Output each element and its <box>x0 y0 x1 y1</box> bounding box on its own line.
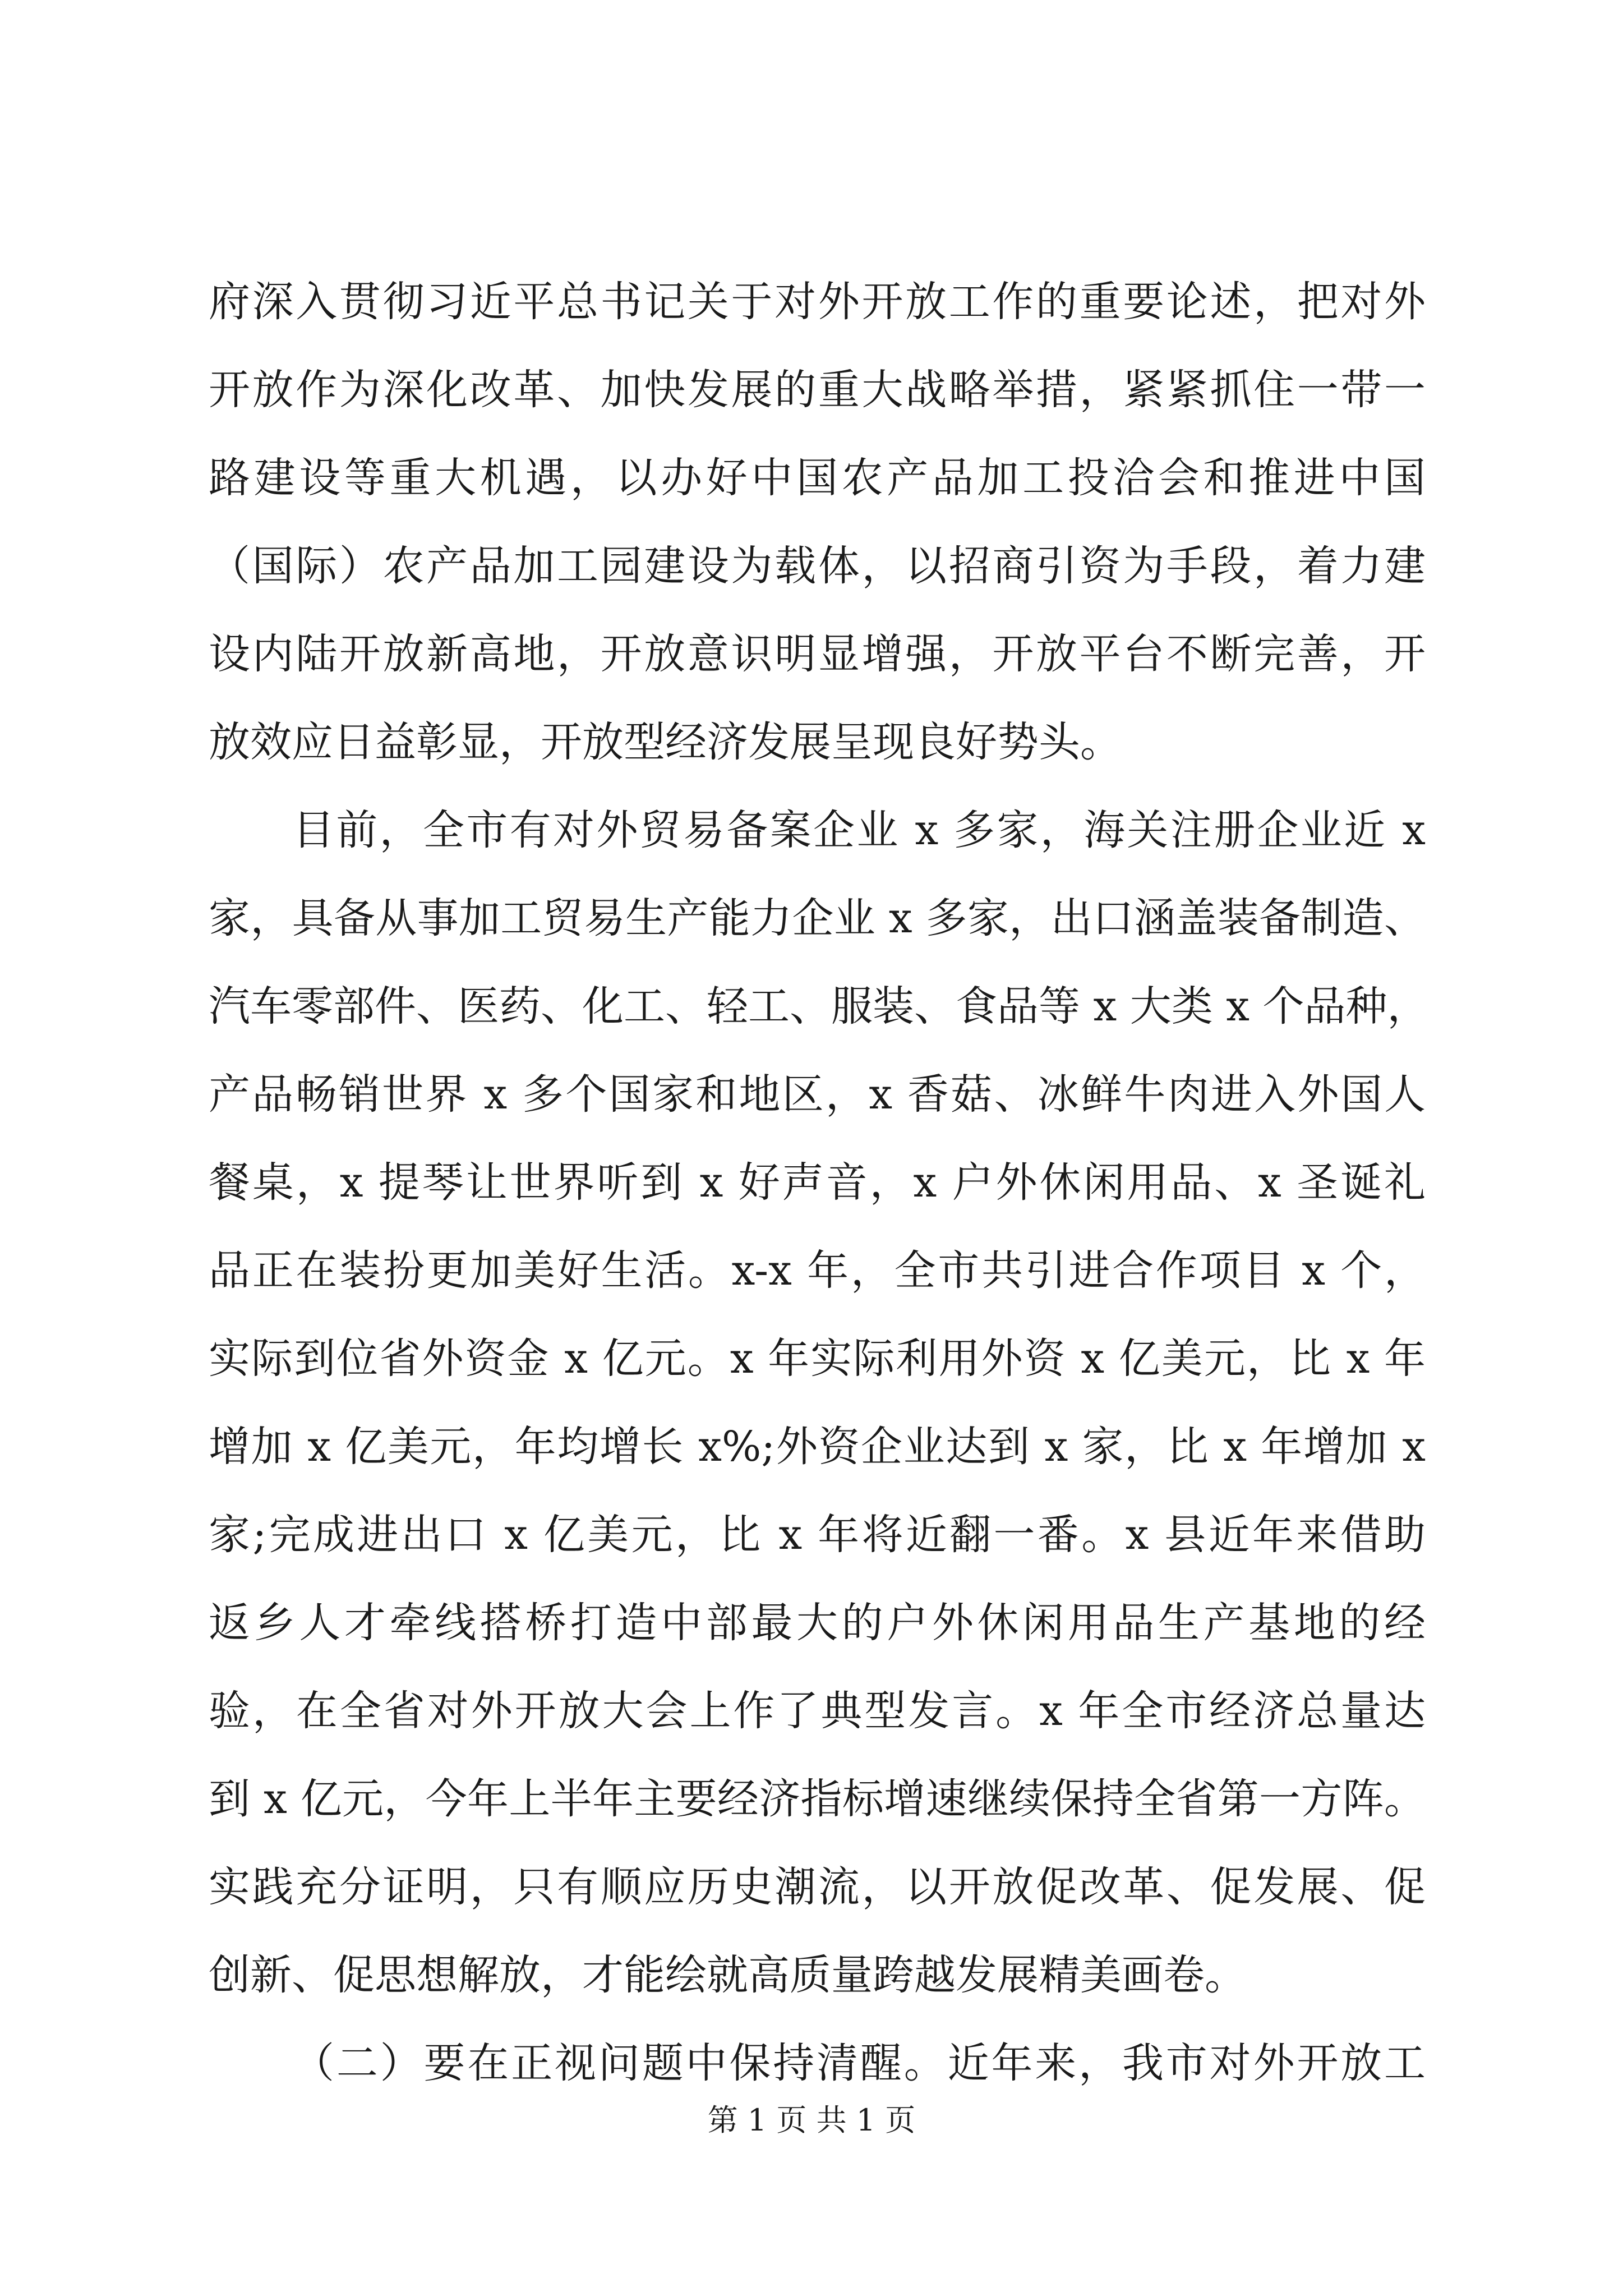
text-line: 家;完成进出口 x 亿美元，比 x 年将近翻一番。x 县近年来借助 <box>209 1511 1426 1559</box>
text-line: 产品畅销世界 x 多个国家和地区，x 香菇、冰鲜牛肉进入外国人 <box>209 1070 1426 1119</box>
text-line: 实际到位省外资金 x 亿元。x 年实际利用外资 x 亿美元，比 x 年 <box>209 1335 1426 1383</box>
page-number-footer: 第 1 页 共 1 页 <box>707 2102 916 2138</box>
text-line: 家，具备从事加工贸易生产能力企业 x 多家，出口涵盖装备制造、 <box>209 894 1426 942</box>
text-line: 餐桌，x 提琴让世界听到 x 好声音，x 户外休闲用品、x 圣诞礼 <box>209 1158 1426 1207</box>
text-line: 放效应日益彰显，开放型经济发展呈现良好势头。 <box>209 718 1122 766</box>
text-line: 汽车零部件、医药、化工、轻工、服装、食品等 x 大类 x 个品种， <box>209 982 1429 1030</box>
text-line: 创新、促思想解放，才能绘就高质量跨越发展精美画卷。 <box>209 1951 1246 1999</box>
paragraph-3 <box>209 2019 1426 2108</box>
text-line: 开放作为深化改革、加快发展的重大战略举措，紧紧抓住一带一 <box>209 366 1426 414</box>
text-line: 府深入贯彻习近平总书记关于对外开放工作的重要论述，把对外 <box>209 278 1426 326</box>
text-line: 实践充分证明，只有顺应历史潮流，以开放促改革、促发展、促 <box>209 1863 1426 1911</box>
text-line: （国际）农产品加工园建设为载体，以招商引资为手段，着力建 <box>209 542 1426 590</box>
text-line: 品正在装扮更加美好生活。x-x 年，全市共引进合作项目 x 个， <box>209 1246 1426 1295</box>
text-line: 增加 x 亿美元，年均增长 x%;外资企业达到 x 家，比 x 年增加 x <box>209 1423 1426 1471</box>
paragraph-1 <box>209 258 1426 786</box>
text-line: （二）要在正视问题中保持清醒。近年来，我市对外开放工 <box>293 2039 1426 2087</box>
text-line: 路建设等重大机遇，以办好中国农产品加工投洽会和推进中国 <box>209 454 1426 502</box>
paragraph-2 <box>209 786 1429 2019</box>
text-line: 返乡人才牵线搭桥打造中部最大的户外休闲用品生产基地的经 <box>209 1599 1426 1647</box>
text-line: 验，在全省对外开放大会上作了典型发言。x 年全市经济总量达 <box>209 1687 1426 1735</box>
text-line: 到 x 亿元，今年上半年主要经济指标增速继续保持全省第一方阵。 <box>209 1775 1426 1823</box>
text-line: 目前，全市有对外贸易备案企业 x 多家，海关注册企业近 x <box>293 806 1426 854</box>
document-body <box>209 258 1429 2108</box>
text-line: 设内陆开放新高地，开放意识明显增强，开放平台不断完善，开 <box>209 630 1426 678</box>
